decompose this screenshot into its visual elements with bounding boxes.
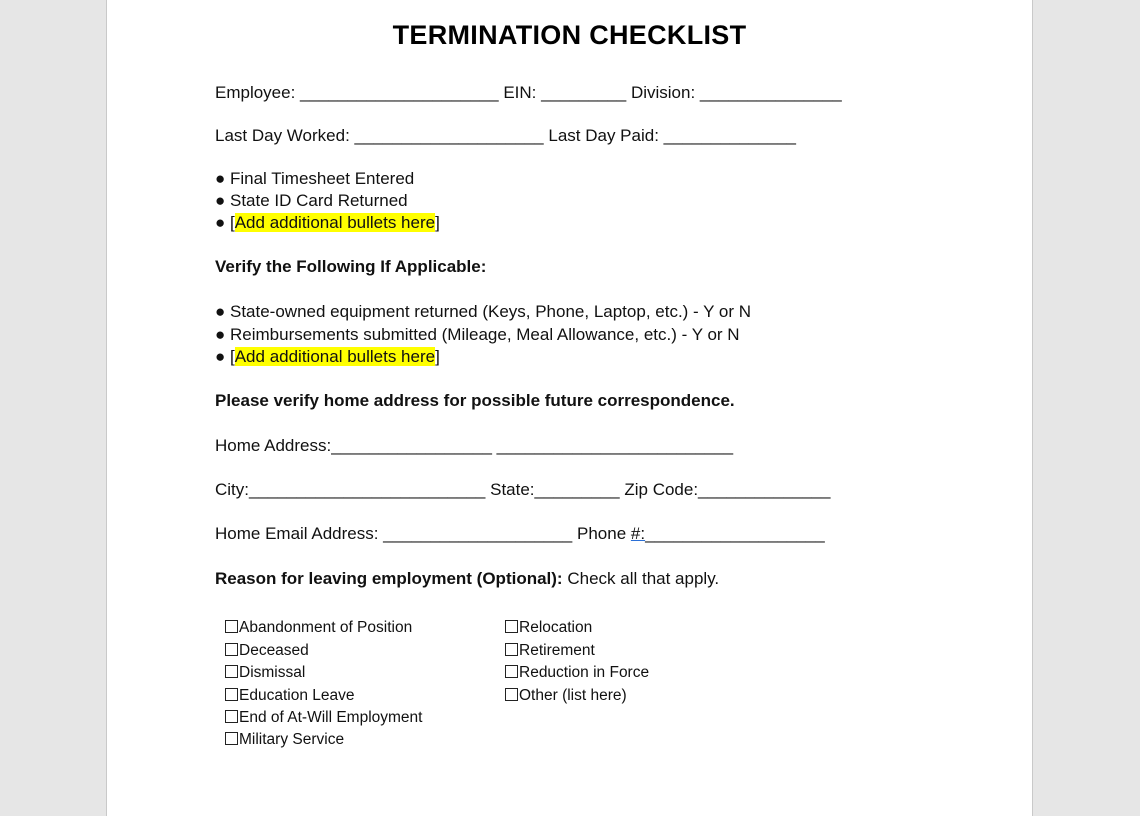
home-email-field[interactable]: Home Email Address: ____________________ <box>215 524 573 543</box>
reason-note: Check all that apply. <box>562 569 720 588</box>
checkbox-option[interactable]: End of At-Will Employment <box>225 707 422 729</box>
checkbox-icon[interactable] <box>225 620 238 633</box>
last-day-paid-field[interactable]: Last Day Paid: ______________ <box>548 126 797 145</box>
document-page <box>106 0 1033 816</box>
checkbox-option[interactable]: Abandonment of Position <box>225 617 412 639</box>
zip-field[interactable]: Zip Code:______________ <box>624 480 831 499</box>
checkbox-option[interactable]: Other (list here) <box>505 685 627 707</box>
checkbox-icon[interactable] <box>225 643 238 656</box>
checkbox-option[interactable]: Retirement <box>505 640 595 662</box>
phone-label: Phone <box>577 524 631 543</box>
checkbox-option[interactable]: Dismissal <box>225 662 305 684</box>
highlighted-placeholder[interactable]: Add additional bullets here <box>234 347 436 366</box>
last-day-row <box>215 125 796 147</box>
checkbox-icon[interactable] <box>505 643 518 656</box>
checkbox-icon[interactable] <box>505 665 518 678</box>
state-field[interactable]: State:_________ <box>490 480 620 499</box>
employee-field[interactable]: Employee: _____________________ <box>215 83 499 102</box>
checkbox-option[interactable]: Reduction in Force <box>505 662 649 684</box>
checkbox-option[interactable]: Relocation <box>505 617 592 639</box>
contact-row <box>215 523 825 545</box>
employee-info-row <box>215 82 842 104</box>
checkbox-icon[interactable] <box>505 620 518 633</box>
checkbox-icon[interactable] <box>225 710 238 723</box>
bullet-item: ● State-owned equipment returned (Keys, Phone, Laptop, etc.) - Y or N <box>215 302 751 321</box>
bullet-item: ● Final Timesheet Entered <box>215 169 415 188</box>
home-address-field[interactable]: Home Address:_________________ _________________________ <box>215 436 734 455</box>
checkbox-option[interactable]: Deceased <box>225 640 309 662</box>
checkbox-icon[interactable] <box>225 732 238 745</box>
checkbox-option[interactable]: Education Leave <box>225 685 354 707</box>
phone-field[interactable]: ___________________ <box>645 524 825 543</box>
reason-heading-bold: Reason for leaving employment (Optional): <box>215 569 563 588</box>
address-heading: Please verify home address for possible future correspondence. <box>215 391 735 410</box>
page-title: TERMINATION CHECKLIST <box>392 20 747 50</box>
phone-hash-link[interactable]: #: <box>630 524 646 543</box>
checkbox-icon[interactable] <box>225 665 238 678</box>
checkbox-icon[interactable] <box>505 688 518 701</box>
highlighted-placeholder[interactable]: Add additional bullets here <box>234 213 436 232</box>
city-state-zip-row <box>215 479 830 501</box>
add-bullet-placeholder: ● [Add additional bullets here] <box>215 347 440 366</box>
city-field[interactable]: City:_________________________ <box>215 480 486 499</box>
reason-heading <box>215 568 719 590</box>
last-day-worked-field[interactable]: Last Day Worked: ____________________ <box>215 126 544 145</box>
verify-heading: Verify the Following If Applicable: <box>215 257 487 276</box>
add-bullet-placeholder: ● [Add additional bullets here] <box>215 213 440 232</box>
checkbox-icon[interactable] <box>225 688 238 701</box>
bullet-item: ● State ID Card Returned <box>215 191 408 210</box>
division-field[interactable]: Division: _______________ <box>630 83 842 102</box>
ein-field[interactable]: EIN: _________ <box>503 83 627 102</box>
checkbox-option[interactable]: Military Service <box>225 729 344 751</box>
bullet-item: ● Reimbursements submitted (Mileage, Meal Allowance, etc.) - Y or N <box>215 325 740 344</box>
